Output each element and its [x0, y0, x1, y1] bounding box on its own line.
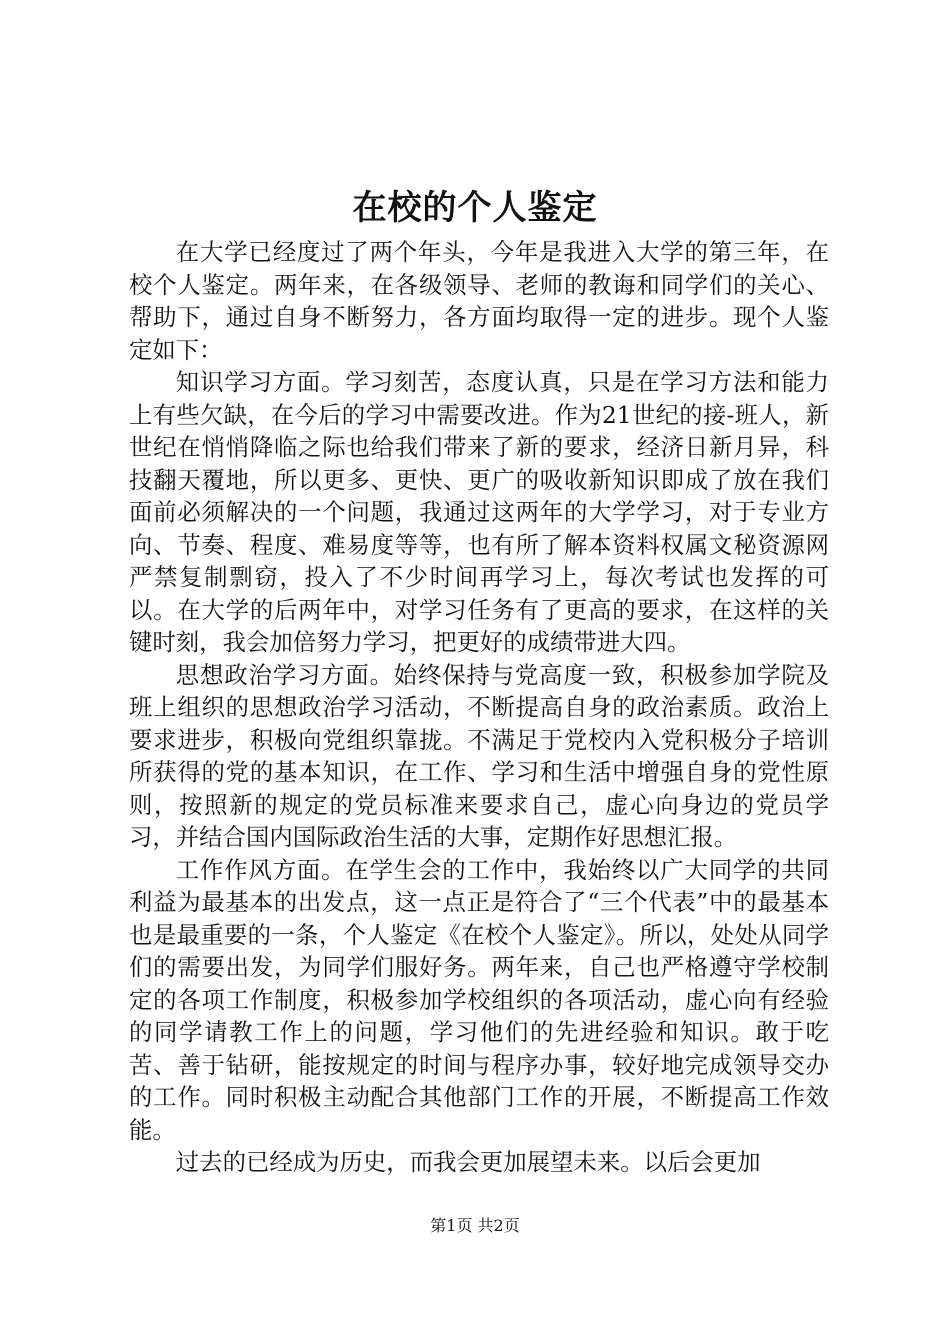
paragraph-knowledge-study: 知识学习方面。学习刻苦，态度认真，只是在学习方法和能力上有些欠缺，在今后的学习中需要改进。作为21世纪的接-班人，新世纪在悄悄降临之际也给我们带来了新的要求，经济日新月异，科技翻天覆地，所以更多、更快、更广的吸收新知识即成了放在我们面前必须解决的一个问题，我通过这两年的大学学习，对于专业方向、节奏、程度、难易度等等，也有所了解本资料权属文秘资源网严禁复制剽窃，投入了不少时间再学习上，每次考试也发挥的可以。在大学的后两年中，对学习任务有了更高的要求，在这样的关键时刻，我会加倍努力学习，把更好的成绩带进大四。	[129, 368, 829, 656]
paragraph-political-study: 思想政治学习方面。始终保持与党高度一致，积极参加学院及班上组织的思想政治学习活动，不断提高自身的政治素质。政治上要求进步，积极向党组织靠拢。不满足于党校内入党积极分子培训所获得的党的基本知识，在工作、学习和生活中增强自身的党性原则，按照新的规定的党员标准来要求自己，虚心向身边的党员学习，并结合国内国际政治生活的大事，定期作好思想汇报。	[129, 660, 829, 851]
paragraph-intro: 在大学已经度过了两个年头，今年是我进入大学的第三年，在校个人鉴定。两年来，在各级领导、老师的教诲和同学们的关心、帮助下，通过自身不断努力，各方面均取得一定的进步。现个人鉴定如下：	[129, 238, 829, 364]
document-body	[129, 236, 829, 1179]
paragraph-work-style: 工作作风方面。在学生会的工作中，我始终以广大同学的共同利益为最基本的出发点，这一点正是符合了“三个代表”中的最基本也是最重要的一条，个人鉴定《在校个人鉴定》。所以，处处从同学们的需要出发，为同学们服好务。两年来，自己也严格遵守学校制定的各项工作制度，积极参加学校组织的各项活动，虚心向有经验的同学请教工作上的问题，学习他们的先进经验和知识。敢于吃苦、善于钻研，能按规定的时间与程序办事，较好地完成领导交办的工作。同时积极主动配合其他部门工作的开展，不断提高工作效能。	[129, 855, 829, 1144]
page-number-footer: 第1页 共2页	[430, 1216, 520, 1235]
document-title: 在校的个人鉴定	[352, 188, 598, 228]
paragraph-future: 过去的已经成为历史，而我会更加展望未来。以后会更加	[175, 1148, 761, 1176]
